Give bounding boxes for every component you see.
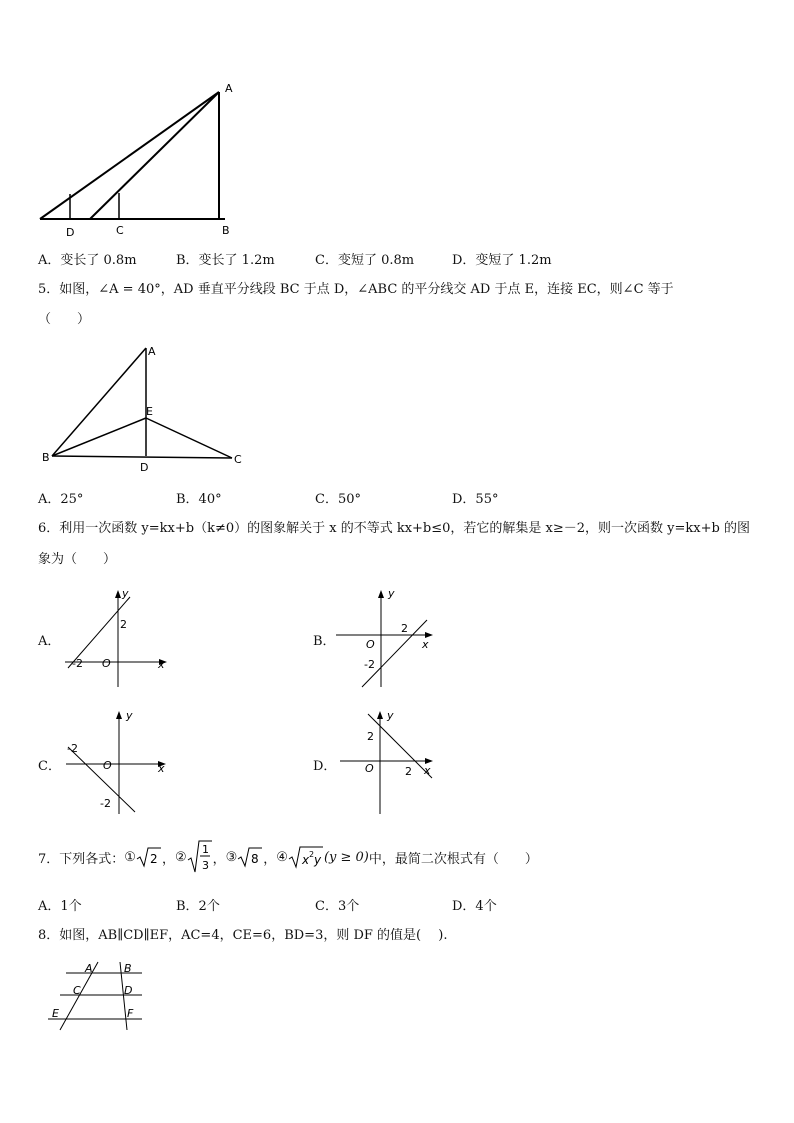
q6b-tick-x: 2	[401, 622, 408, 635]
q5-option-a[interactable]: A．25°	[38, 492, 84, 507]
q7-mark-2: ②	[174, 849, 187, 865]
q4-option-a[interactable]: A．变长了 0.8m	[38, 253, 137, 268]
q7-mark-4: ④	[276, 849, 288, 865]
q4-label-b: B	[222, 224, 230, 237]
q6-option-a[interactable]: A．	[38, 634, 61, 649]
q6d-tick-y: 2	[367, 730, 374, 743]
q6c-tick-y: -2	[100, 797, 111, 810]
q6-option-b[interactable]: B．	[313, 634, 336, 649]
q8-label-d: D	[124, 984, 133, 997]
q6d-tick-x: 2	[405, 765, 412, 778]
q7-radicand-x: x	[301, 853, 310, 867]
q8-label-b: B	[124, 962, 132, 975]
q7-suffix: 中，最简二次根式有（ ）	[368, 851, 538, 867]
q7-option-c[interactable]: C．3个	[315, 899, 360, 914]
q6d-origin: O	[365, 762, 374, 775]
q6a-origin: O	[102, 657, 111, 670]
q5-answer-paren: （ ）	[38, 312, 91, 327]
q6a-x-label: x	[158, 658, 165, 671]
q7-radicand-y: y	[313, 853, 322, 867]
q6c-tick-x: -2	[67, 742, 78, 755]
q6-option-c[interactable]: C．	[38, 759, 61, 774]
q7-mark-1: ①	[124, 849, 136, 865]
q7-prefix: 7．下列各式：	[38, 851, 125, 867]
q7-option-b[interactable]: B．2个	[176, 899, 220, 914]
q6-option-d[interactable]: D．	[313, 759, 337, 774]
q6a-y-label: y	[122, 587, 129, 600]
q6c-origin: O	[103, 759, 112, 772]
q7-sqrt-frac	[187, 840, 213, 874]
q6c-y-label: y	[126, 709, 133, 722]
q6a-tick-x: -2	[72, 657, 83, 670]
q7-option-a[interactable]: A．1个	[38, 899, 82, 914]
q5-label-d: D	[140, 461, 149, 474]
q4-option-b[interactable]: B．变长了 1.2m	[176, 253, 275, 268]
q6b-origin: O	[366, 638, 375, 651]
q5-option-b[interactable]: B．40°	[176, 492, 222, 507]
q6-graph-b	[332, 585, 447, 693]
q8-label-a: A	[85, 962, 93, 975]
q5-label-e: E	[146, 405, 153, 418]
q4-figure	[30, 78, 250, 238]
q6c-x-label: x	[158, 762, 165, 775]
q5-option-c[interactable]: C．50°	[315, 492, 361, 507]
q8-stem: 8．如图，AB∥CD∥EF，AC=4，CE=6，BD=3，则 DF 的值是( ).	[38, 928, 448, 943]
q5-label-c: C	[234, 453, 242, 466]
q4-option-c[interactable]: C．变短了 0.8m	[315, 253, 415, 268]
q6d-x-label: x	[424, 764, 431, 777]
q7-frac-num: 1	[201, 843, 209, 856]
q5-label-a: A	[148, 345, 156, 358]
q8-label-f: F	[127, 1007, 134, 1020]
q7-radicand-exp: 2	[308, 850, 315, 859]
q7-sqrt-8	[237, 846, 263, 868]
q6b-x-label: x	[422, 638, 429, 651]
q6b-y-label: y	[388, 587, 395, 600]
q6b-tick-y: -2	[364, 658, 375, 671]
q7-sep-2: ，	[212, 851, 226, 867]
q4-label-c: C	[116, 224, 124, 237]
q8-label-e: E	[52, 1007, 59, 1020]
q5-stem: 5．如图，∠A = 40°，AD 垂直平分线段 BC 于点 D，∠ABC 的平分线交 AD 于点 E，连接 EC，则∠C 等于	[38, 282, 674, 297]
q7-radicand-3: 8	[251, 852, 259, 866]
q8-figure	[40, 958, 150, 1033]
q7-sqrt-x2y	[288, 845, 324, 869]
q5-option-d[interactable]: D．55°	[452, 492, 499, 507]
q6-stem-line2: 象为（ ）	[38, 552, 117, 567]
q6-stem-line1: 6．利用一次函数 y=kx+b（k≠0）的图象解关于 x 的不等式 kx+b≤0，若它的解集是 x≥－2，则一次函数 y=kx+b 的图	[38, 521, 750, 536]
q7-radicand-1: 2	[149, 852, 158, 866]
q7-frac-den: 3	[201, 859, 209, 872]
q6d-y-label: y	[387, 709, 394, 722]
q5-label-b: B	[42, 451, 50, 464]
q7-stem	[38, 840, 538, 874]
q7-mark-3: ③	[225, 849, 238, 865]
q6-graph-d	[332, 706, 447, 816]
q4-label-a: A	[225, 82, 233, 95]
q5-figure	[38, 340, 253, 475]
q7-option-d[interactable]: D．4个	[452, 899, 497, 914]
q7-condition: (y ≥ 0)	[323, 849, 369, 865]
q6-graph-a	[60, 585, 175, 693]
q8-label-c: C	[73, 984, 81, 997]
q7-sqrt-2	[136, 846, 162, 868]
q6a-tick-y: 2	[120, 618, 127, 631]
q7-sep-1: ，	[161, 851, 175, 867]
q7-sep-3: ，	[263, 851, 277, 867]
q4-label-d: D	[66, 226, 75, 238]
q6-graph-c	[60, 706, 175, 816]
q4-option-d[interactable]: D．变短了 1.2m	[452, 253, 552, 268]
